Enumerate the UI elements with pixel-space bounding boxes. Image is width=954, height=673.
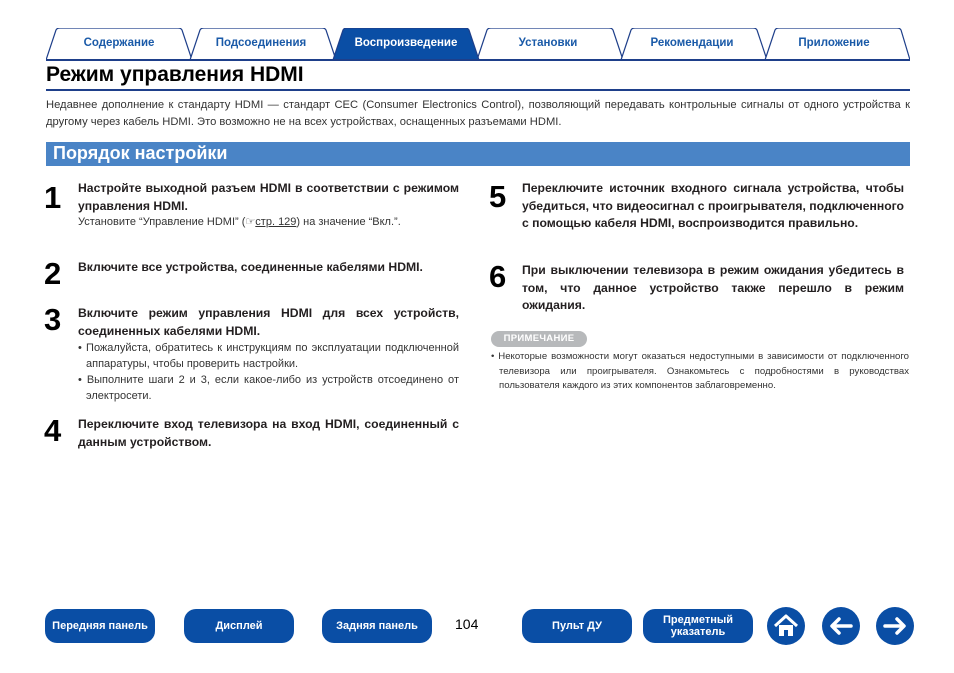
step-number: 1 (44, 180, 62, 215)
tab-connections[interactable]: Подсоединения (215, 37, 307, 49)
section-title: Порядок настройки (53, 143, 228, 163)
step-number: 3 (44, 302, 62, 337)
step-note-text-end: ) на значение “Вкл.”. (296, 216, 401, 228)
bullet-list (78, 340, 459, 404)
section-header (46, 142, 910, 166)
tab-contents[interactable]: Содержание (83, 37, 155, 49)
arrow-left-icon (827, 612, 855, 640)
step-number: 6 (489, 259, 507, 294)
step-title: Переключите источник входного сигнала устройства, чтобы убедиться, что видеосигнал с проигрывателя, подключенного с помощью кабеля HDMI, воспроизводится правильно. (522, 181, 904, 230)
step-number: 5 (489, 179, 507, 214)
step-note (78, 214, 459, 230)
note-badge: ПРИМЕЧАНИЕ (491, 331, 587, 347)
tab-appendix[interactable]: Приложение (798, 37, 870, 49)
step-number: 4 (44, 413, 62, 448)
step-title: Переключите вход телевизора на вход HDMI, соединенный с данным устройством. (78, 417, 459, 449)
home-button[interactable] (767, 607, 805, 645)
title-underline (46, 89, 910, 91)
step-number: 2 (44, 256, 62, 291)
tab-underline (46, 59, 910, 61)
back-button[interactable] (822, 607, 860, 645)
front-panel-button[interactable]: Передняя панель (45, 609, 155, 643)
forward-button[interactable] (876, 607, 914, 645)
tab-bar (46, 28, 910, 61)
list-item-text: Пожалуйста, обратитесь к инструкциям по эксплуатации подключенной аппаратуры, чтобы проверить настройки. (86, 342, 459, 370)
tab-playback[interactable]: Воспроизведение (354, 37, 458, 49)
step-note-text: Установите “Управление HDMI” ( (78, 216, 246, 228)
page-link[interactable]: стр. 129 (255, 216, 297, 228)
step-title: Включите режим управления HDMI для всех устройств, соединенных кабелями HDMI. (78, 306, 459, 338)
step-title: Настройте выходной разъем HDMI в соответствии с режимом управления HDMI. (78, 181, 459, 213)
note-item-text: Некоторые возможности могут оказаться недоступными в зависимости от подключенного телевизора или проигрывателя. Ознакомьтесь с подробностями в руководствах пользователя каждого из этих компонентов заблаговременно. (498, 351, 909, 392)
note-text (491, 350, 909, 394)
intro-text: Недавнее дополнение к стандарту HDMI — стандарт CEC (Consumer Electronics Control), позволяющий передавать контрольные сигналы от одного устройства к другому через кабель HDMI. Это возможно не на всех устройствах, оснащенных разъемами HDMI. (46, 99, 910, 128)
arrow-right-icon (881, 612, 909, 640)
index-button[interactable]: Предметный указатель (643, 609, 753, 643)
list-item-text: Выполните шаги 2 и 3, если какое-либо из устройств отсоединено от электросети. (86, 374, 459, 402)
step-title: Включите все устройства, соединенные кабелями HDMI. (78, 260, 423, 274)
rear-panel-button[interactable]: Задняя панель (322, 609, 432, 643)
list-item: • Некоторые возможности могут оказаться недоступными в зависимости от подключенного телевизора или проигрывателя. Ознакомьтесь с подробностями в руководствах пользователя каждого из этих компонентов заблаговременно. (491, 351, 909, 392)
display-button[interactable]: Дисплей (184, 609, 294, 643)
tab-tips[interactable]: Рекомендации (650, 37, 734, 49)
step-title: При выключении телевизора в режим ожидания убедитесь в том, что данное устройство также перешло в режим ожидания. (522, 263, 904, 312)
page-number: 104 (455, 616, 479, 632)
list-item: • Выполните шаги 2 и 3, если какое-либо из устройств отсоединено от электросети. (78, 374, 459, 402)
list-item: • Пожалуйста, обратитесь к инструкциям по эксплуатации подключенной аппаратуры, чтобы проверить настройки. (78, 342, 459, 370)
remote-control-button[interactable]: Пульт ДУ (522, 609, 632, 643)
page-title: Режим управления HDMI (46, 63, 304, 86)
page-ref-icon: ☞ (245, 216, 256, 228)
home-icon (772, 612, 800, 640)
tab-setup[interactable]: Установки (518, 37, 578, 49)
